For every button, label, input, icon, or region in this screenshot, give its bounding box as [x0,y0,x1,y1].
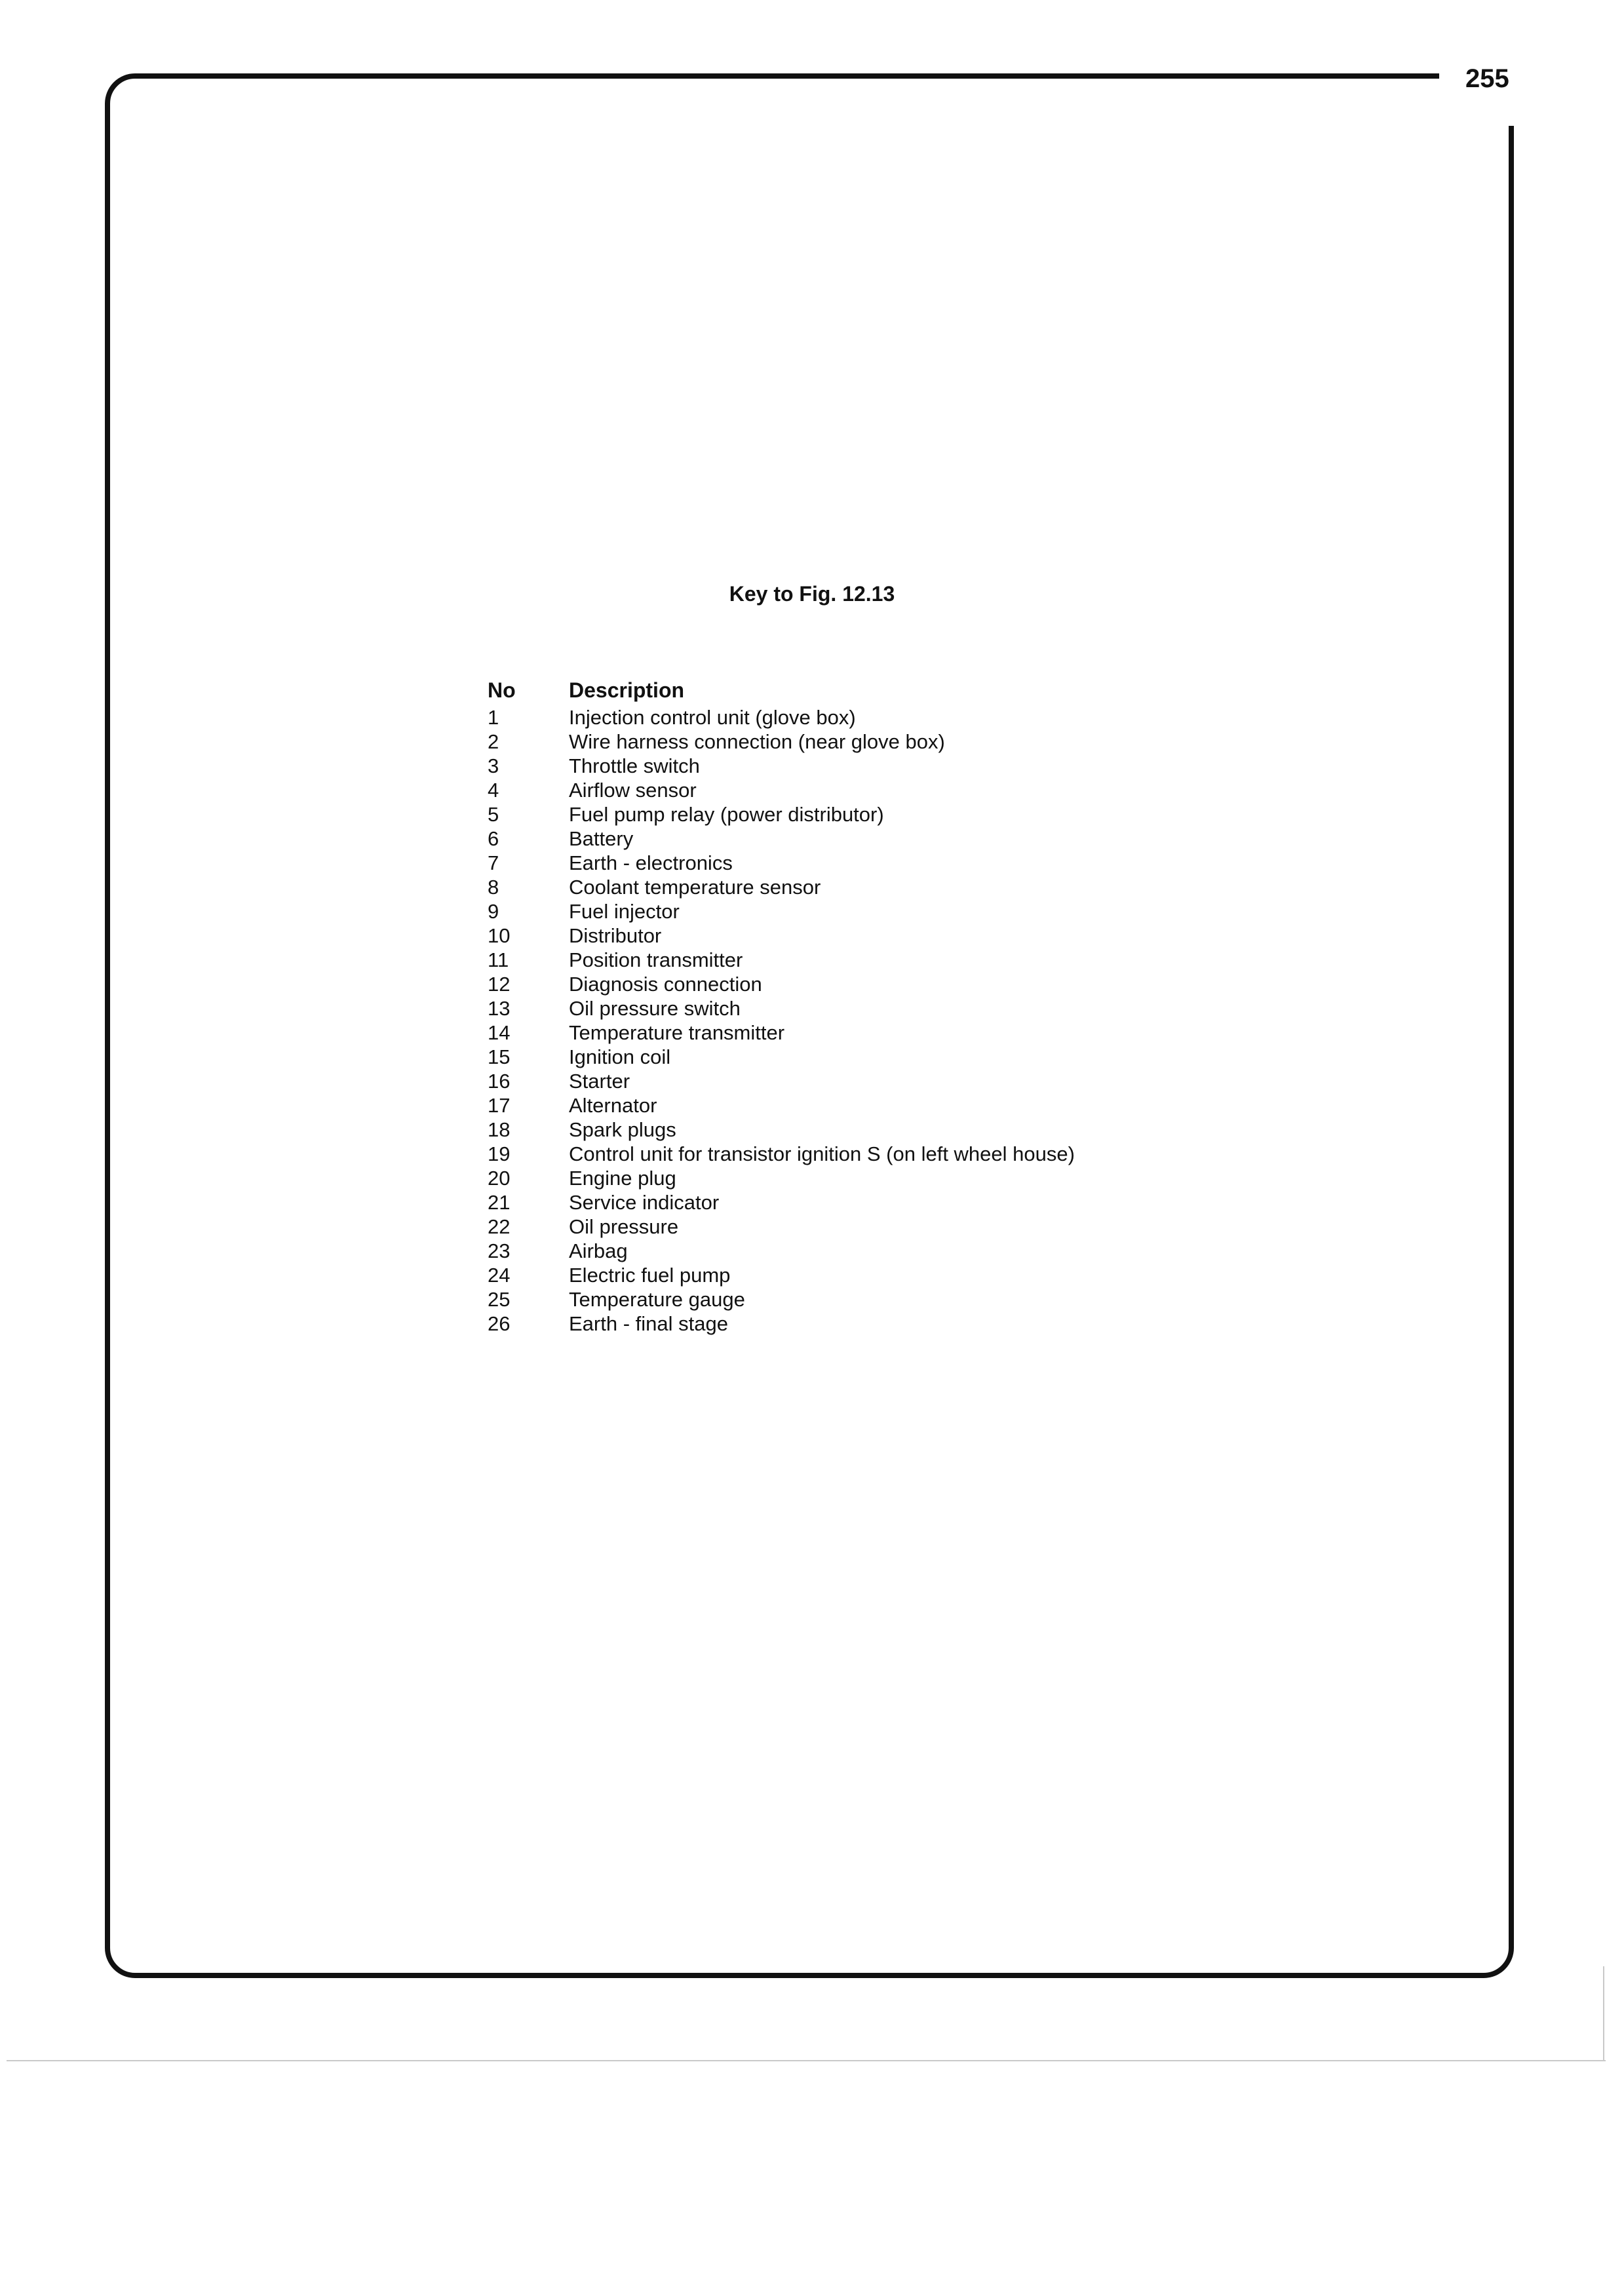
table-row [488,1166,1290,1190]
table-row [488,778,1290,802]
item-number: 25 [488,1288,511,1311]
scan-edge-right [1603,1966,1604,2061]
item-number: 17 [488,1094,511,1117]
item-description: Spark plugs [569,1118,676,1141]
item-number: 8 [488,876,499,899]
item-number: 14 [488,1021,511,1044]
column-header-no: No [488,678,516,702]
item-number: 11 [488,948,509,971]
table-header [488,675,1290,705]
item-description: Ignition coil [569,1045,671,1068]
item-number: 22 [488,1215,511,1238]
item-description: Airflow sensor [569,779,697,802]
item-description: Fuel pump relay (power distributor) [569,803,884,826]
item-description: Temperature gauge [569,1288,745,1311]
table-row [488,1190,1290,1215]
item-number: 4 [488,779,499,802]
item-description: Position transmitter [569,948,743,971]
table-row [488,1287,1290,1312]
item-description: Fuel injector [569,900,680,923]
item-description: Electric fuel pump [569,1264,731,1287]
table-row [488,972,1290,996]
item-description: Oil pressure [569,1215,679,1238]
table-row [488,899,1290,923]
item-description: Oil pressure switch [569,997,741,1020]
item-description: Battery [569,827,634,850]
table-row [488,705,1290,729]
scan-edge-bottom [7,2060,1606,2061]
item-number: 5 [488,803,499,826]
item-description: Diagnosis connection [569,973,762,996]
item-description: Airbag [569,1239,628,1262]
table-row [488,826,1290,851]
item-number: 10 [488,924,511,947]
item-number: 7 [488,851,499,874]
item-number: 1 [488,706,499,729]
table-row [488,729,1290,754]
item-number: 26 [488,1312,511,1335]
item-number: 23 [488,1239,511,1262]
item-number: 18 [488,1118,511,1141]
table-row [488,996,1290,1021]
item-description: Control unit for transistor ignition S (on left wheel house) [569,1142,1075,1165]
item-number: 19 [488,1142,511,1165]
table-body [488,705,1290,1336]
item-description: Service indicator [569,1191,720,1214]
item-number: 3 [488,754,499,777]
table-row [488,1021,1290,1045]
item-description: Distributor [569,924,662,947]
item-description: Engine plug [569,1167,676,1190]
item-number: 9 [488,900,499,923]
table-row [488,1142,1290,1166]
item-description: Earth - electronics [569,851,733,874]
table-row [488,875,1290,899]
table-row [488,1045,1290,1069]
table-row [488,1069,1290,1093]
table-row [488,1215,1290,1239]
table-row [488,802,1290,826]
item-description: Earth - final stage [569,1312,728,1335]
item-description: Injection control unit (glove box) [569,706,856,729]
item-description: Wire harness connection (near glove box) [569,730,945,753]
item-description: Throttle switch [569,754,700,777]
table-row [488,1312,1290,1336]
item-number: 6 [488,827,499,850]
item-number: 13 [488,997,511,1020]
table-row [488,1118,1290,1142]
item-description: Starter [569,1070,630,1093]
column-header-description: Description [569,678,685,702]
key-table [488,675,1290,1336]
table-row [488,1263,1290,1287]
key-title: Key to Fig. 12.13 [729,582,895,606]
item-number: 16 [488,1070,511,1093]
item-number: 21 [488,1191,511,1214]
table-row [488,851,1290,875]
item-description: Coolant temperature sensor [569,876,821,899]
table-row [488,1239,1290,1263]
item-number: 12 [488,973,511,996]
table-row [488,754,1290,778]
table-row [488,923,1290,948]
table-row [488,948,1290,972]
item-number: 15 [488,1045,511,1068]
table-row [488,1093,1290,1118]
item-number: 24 [488,1264,511,1287]
item-description: Temperature transmitter [569,1021,785,1044]
item-description: Alternator [569,1094,657,1117]
item-number: 20 [488,1167,511,1190]
item-number: 2 [488,730,499,753]
page-number: 255 [1465,64,1509,93]
